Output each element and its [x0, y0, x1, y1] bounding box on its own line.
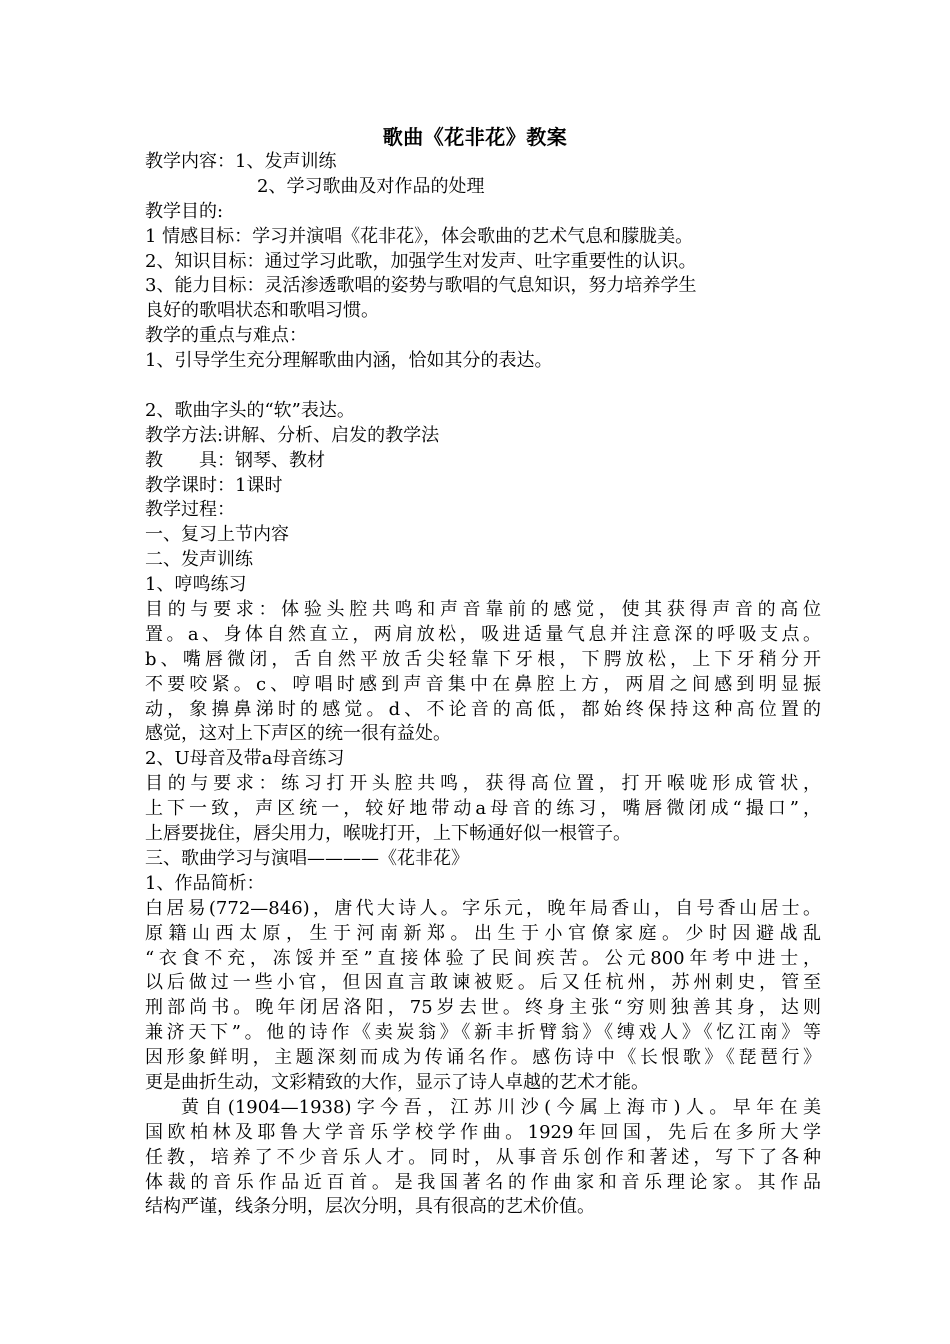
document-title: 歌曲《花非花》教案 [382, 125, 568, 149]
text-line: 因形象鲜明，主题深刻而成为传诵名作。感伤诗中《长恨歌》《琵琶行》 [145, 1047, 821, 1069]
text-line: 动，象擤鼻涕时的感觉。d、不论音的高低，都始终保持这种高位置的 [145, 698, 821, 720]
text-line: 以后做过一些小官，但因直言敢谏被贬。后又任杭州，苏州刺史，管至 [145, 972, 821, 994]
text-line: 感觉，这对上下声区的统一很有益处。 [145, 723, 451, 745]
text-line: 目的与要求：练习打开头腔共鸣，获得高位置，打开喉咙形成管状， [145, 773, 821, 795]
text-line: b、嘴唇微闭，舌自然平放舌尖轻靠下牙根，下腭放松，上下牙稍分开 [145, 648, 821, 670]
text-line: 3、能力目标：灵活渗透歌唱的姿势与歌唱的气息知识，努力培养学生 [145, 275, 697, 297]
text-line: 三、歌曲学习与演唱————《花非花》 [145, 847, 469, 869]
text-line: 刑部尚书。晚年闭居洛阳，75岁去世。终身主张“穷则独善其身，达则 [145, 997, 821, 1019]
text-line: 结构严谨，线条分明，层次分明，具有很高的艺术价值。 [145, 1196, 595, 1218]
text-line: 教学方法:讲解、分析、启发的教学法 [145, 424, 440, 446]
text-line: “衣食不充，冻馁并至”直接体验了民间疾苦。公元800年考中进士， [145, 947, 821, 969]
text-line: 2、歌曲字头的“软”表达。 [145, 399, 355, 421]
text-line: 教学目的: [145, 200, 224, 222]
text-line: 置。a、身体自然直立，两肩放松，吸进适量气息并注意深的呼吸支点。 [145, 623, 821, 645]
text-line: 教学过程： [145, 499, 235, 521]
text-line: 原籍山西太原，生于河南新郑。出生于小官僚家庭。少时因避战乱 [145, 922, 821, 944]
blank-line [145, 374, 821, 399]
text-line: 1、作品简析： [145, 872, 265, 894]
text-line: 1、哼鸣练习 [145, 574, 247, 596]
text-line: 2、知识目标：通过学习此歌，加强学生对发声、吐字重要性的认识。 [145, 250, 697, 272]
text-line: 更是曲折生动，文彩精致的大作，显示了诗人卓越的艺术才能。 [145, 1071, 649, 1093]
text-line: 兼济天下”。他的诗作《卖炭翁》《新丰折臂翁》《缚戏人》《忆江南》等 [145, 1022, 821, 1044]
text-line: 1 情感目标：学习并演唱《花非花》，体会歌曲的艺术气息和朦胧美。 [145, 225, 694, 247]
text-line: 教学内容：1、发声训练 [145, 151, 337, 172]
text-line: 2、U母音及带a母音练习 [145, 748, 345, 770]
text-line: 不要咬紧。c、哼唱时感到声音集中在鼻腔上方，两眉之间感到明显振 [145, 673, 821, 695]
text-line: 上唇要拢住，唇尖用力，喉咙打开，上下畅通好似一根管子。 [145, 823, 631, 845]
text-line: 教学的重点与难点： [145, 325, 307, 347]
text-line: 良好的歌唱状态和歌唱习惯。 [145, 300, 379, 322]
text-line: 目的与要求：体验头腔共鸣和声音靠前的感觉，使其获得声音的高位 [145, 599, 821, 621]
text-line: 一、复习上节内容 [145, 524, 289, 546]
text-line: 国欧柏林及耶鲁大学音乐学校学作曲。1929年回国，先后在多所大学 [145, 1121, 821, 1143]
text-line: 体裁的音乐作品近百首。是我国著名的作曲家和音乐理论家。其作品 [145, 1171, 821, 1193]
text-line: 二、发声训练 [145, 549, 253, 571]
text-line: 白居易(772—846)，唐代大诗人。字乐元，晚年局香山，自号香山居士。 [145, 897, 821, 919]
text-line: 教学课时：1课时 [145, 474, 283, 496]
text-line: 任教，培养了不少音乐人才。同时，从事音乐创作和著述，写下了各种 [145, 1146, 821, 1168]
document-body [145, 150, 821, 1220]
text-line: 1、引导学生充分理解歌曲内涵，恰如其分的表达。 [145, 350, 553, 372]
text-line: 2、学习歌曲及对作品的处理 [257, 175, 485, 197]
text-line: 教 具：钢琴、教材 [145, 449, 325, 471]
text-line: 上下一致，声区统一，较好地带动a母音的练习，嘴唇微闭成“撮口”， [145, 798, 821, 820]
text-line: 黄自(1904—1938)字今吾，江苏川沙(今属上海市)人。早年在美 [181, 1096, 821, 1118]
